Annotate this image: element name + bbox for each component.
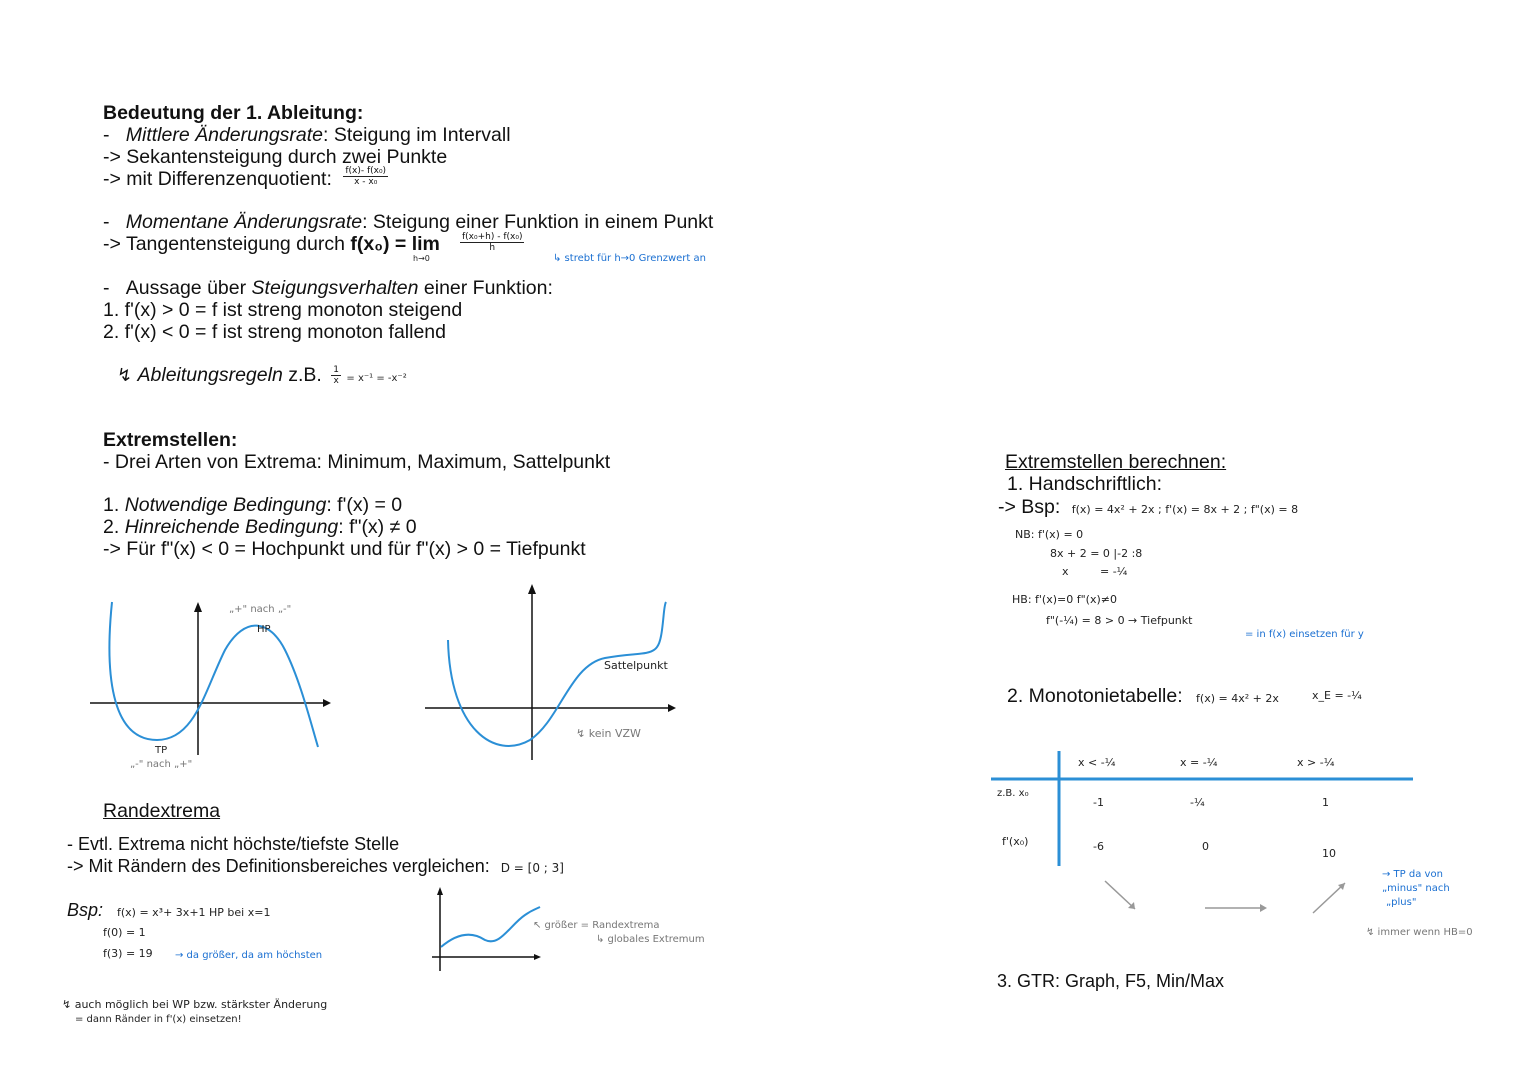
table-cell: 1 <box>1322 796 1329 809</box>
table-cell: -¼ <box>1190 796 1205 809</box>
tp-note-2: „minus" nach <box>1382 883 1450 894</box>
section-title-ableitung: Bedeutung der 1. Ableitung: <box>103 102 364 124</box>
table-cell: -6 <box>1093 840 1104 853</box>
nb-line-1: NB: f'(x) = 0 <box>1015 528 1084 541</box>
arrow-down-icon <box>1105 881 1135 909</box>
text-line: -> mit Differenzenquotient: $\frac{\text{f(x)- f(x₀)}}{\text{x - x₀}}$ <box>103 166 387 190</box>
text-line: 1. f'(x) > 0 = f ist streng monoton steigend <box>103 299 463 321</box>
text-line: 1. Handschriftlich: <box>1007 473 1162 495</box>
section-title-berechnen: Extremstellen berechnen: <box>1005 451 1227 473</box>
table-row-label: z.B. x₀ <box>997 788 1029 799</box>
graph-note-kein-vzw: ↯ kein VZW <box>576 727 641 740</box>
table-row-label: f'(x₀) <box>1002 835 1029 848</box>
graph-hp-tp <box>85 590 335 780</box>
text-line: - Evtl. Extrema nicht höchste/tiefste Stelle <box>67 834 400 854</box>
table-cell: -1 <box>1093 796 1104 809</box>
graph-note-tp: „-" nach „+" <box>130 759 193 770</box>
graph-label-hp: HP <box>257 624 271 635</box>
text-line: - Aussage über Steigungsverhalten einer Funktion: <box>103 277 553 299</box>
hb-line-2: f"(-¼) = 8 > 0 → Tiefpunkt <box>1046 614 1193 627</box>
text-line: 2. Hinreichende Bedingung: f"(x) ≠ 0 <box>103 516 417 538</box>
wp-note-2: = dann Ränder in f'(x) einsetzen! <box>75 1014 242 1025</box>
bsp-f0: f(0) = 1 <box>103 926 146 939</box>
table-header: x > -¼ <box>1297 756 1335 769</box>
text-line: 3. GTR: Graph, F5, Min/Max <box>997 971 1225 991</box>
nb-line-3: = -¼ <box>1100 565 1128 578</box>
extremum-x: x_E = -¼ <box>1312 689 1362 702</box>
table-header: x = -¼ <box>1180 756 1218 769</box>
hb-line-1: HB: f'(x)=0 f"(x)≠0 <box>1012 593 1117 606</box>
section-title-randextrema: Randextrema <box>103 800 221 822</box>
text-line: 2. f'(x) < 0 = f ist streng monoton fallend <box>103 321 446 343</box>
tp-note-3: „plus" <box>1386 897 1417 908</box>
arrow-up-icon <box>1313 883 1345 913</box>
graph-note-global: ↳ globales Extremum <box>596 934 705 945</box>
table-cell: 10 <box>1322 847 1336 860</box>
tp-note-1: → TP da von <box>1382 869 1443 880</box>
text-line: -> Mit Rändern des Definitionsbereiches vergleichen: D = [0 ; 3] <box>67 856 564 876</box>
graph-sattelpunkt <box>420 580 690 765</box>
section-title-extremstellen: Extremstellen: <box>103 429 238 451</box>
nb-line-3-x: x <box>1062 565 1069 578</box>
bsp-label: Bsp: <box>67 900 104 920</box>
nb-line-2: 8x + 2 = 0 |-2 :8 <box>1050 547 1143 560</box>
bsp-function: f(x) = x³+ 3x+1 HP bei x=1 <box>117 906 271 919</box>
text-line: - Mittlere Änderungsrate: Steigung im Intervall <box>103 124 511 146</box>
wp-note-1: ↯ auch möglich bei WP bzw. stärkster Änderung <box>62 998 328 1011</box>
bsp-f3: f(3) = 19 <box>103 947 153 960</box>
lim-subscript: h→0 <box>413 254 430 263</box>
graph-note-groesser: ↖ größer = Randextrema <box>533 920 660 931</box>
text-line: 2. Monotonietabelle: f(x) = 4x² + 2x <box>1007 685 1279 707</box>
text-line: -> Tangentensteigung durch f(x₀) = lim <box>103 233 440 255</box>
table-header: x < -¼ <box>1078 756 1116 769</box>
text-line: -> Bsp: f(x) = 4x² + 2x ; f'(x) = 8x + 2 ; f"(x) = 8 <box>998 496 1299 518</box>
hb-zero-note: ↯ immer wenn HB=0 <box>1366 927 1473 938</box>
lightning-icon: ↯ <box>117 365 133 386</box>
text-line: ↯ Ableitungsregeln z.B. $\frac{1}{x}$ = x⁻¹ = -x⁻² <box>117 364 407 387</box>
handwritten-note-blue: ↳ strebt für h→0 Grenzwert an <box>553 253 706 264</box>
tangent-quotient: $\frac{\text{f(x₀+h) - f(x₀)}}{h}$ <box>462 232 523 253</box>
hb-note: = in f(x) einsetzen für y <box>1245 629 1364 640</box>
difference-quotient: $\frac{\text{f(x)- f(x₀)}}{\text{x - x₀}}$ <box>345 166 387 188</box>
trend-arrows <box>1095 875 1355 920</box>
graph-label-tp: TP <box>155 745 168 756</box>
graph-note-hp: „+" nach „-" <box>229 604 292 615</box>
graph-label-sattelpunkt: Sattelpunkt <box>604 659 668 672</box>
text-line: - Momentane Änderungsrate: Steigung einer Funktion in einem Punkt <box>103 211 714 233</box>
text-line: -> Sekantensteigung durch zwei Punkte <box>103 146 448 168</box>
text-line: - Drei Arten von Extrema: Minimum, Maximum, Sattelpunkt <box>103 451 611 473</box>
text-line: -> Für f"(x) < 0 = Hochpunkt und für f"(x) > 0 = Tiefpunkt <box>103 538 586 560</box>
bsp-note: → da größer, da am höchsten <box>175 950 323 961</box>
table-cell: 0 <box>1202 840 1209 853</box>
text-line: 1. Notwendige Bedingung: f'(x) = 0 <box>103 494 403 516</box>
